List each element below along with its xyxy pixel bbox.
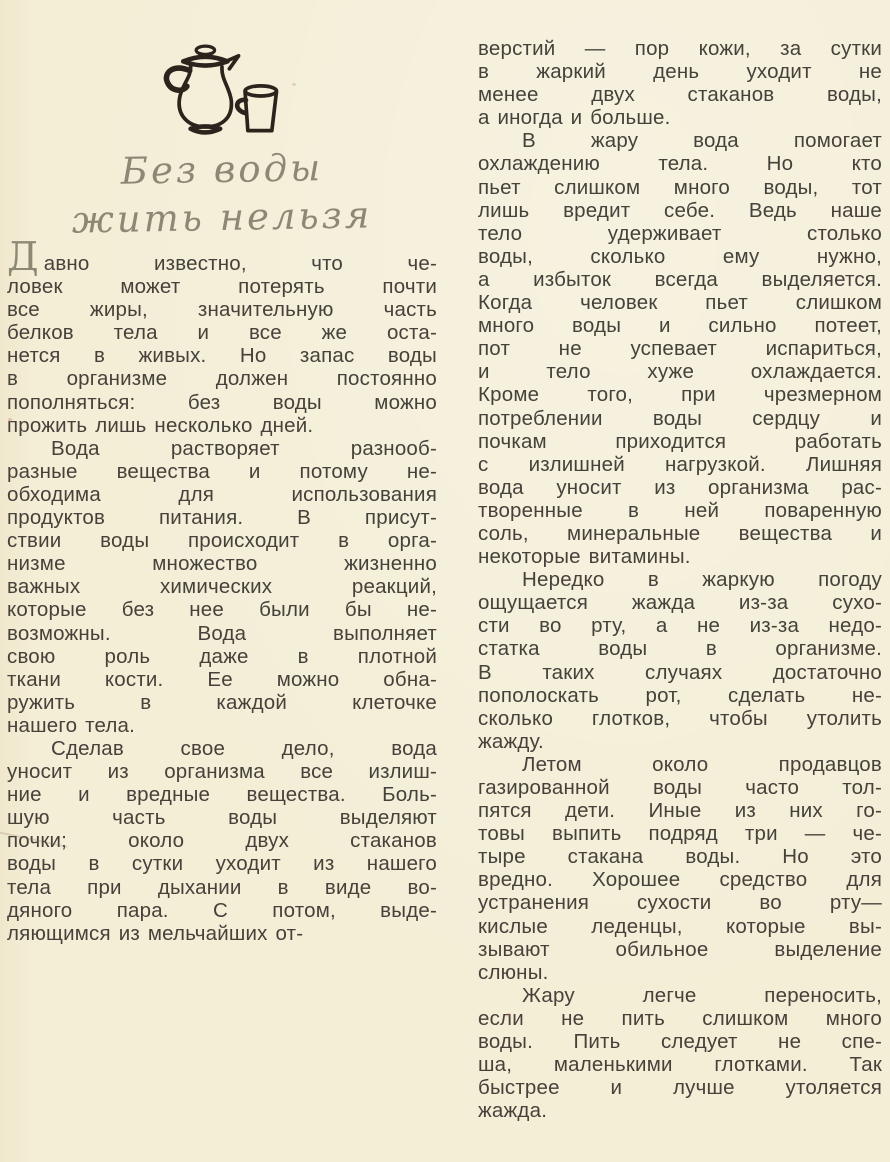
text-line: много воды и сильно потеет, [478,314,882,338]
paragraph [478,568,882,753]
text-line: важных химических реакций, [7,575,437,599]
right-column [478,37,882,1122]
text-line: жажду. [478,729,544,753]
text-line: Летом около продавцов [522,752,882,776]
text-line: с излишней нагрузкой. Лишняя [478,452,882,476]
text-line: Нередко в жаркую погоду [522,568,882,592]
paragraph [478,753,882,984]
text-line: продуктов питания. В присут- [7,506,437,530]
text-line: пополоскать рот, сделать не- [478,683,882,707]
pot-base-icon [191,126,221,132]
text-line: ние и вредные вещества. Боль- [7,783,437,807]
text-line: охлаждению тела. Но кто [478,152,882,176]
pot-body-icon [179,66,231,127]
text-line: Давно известно, что че- [7,235,437,280]
text-line: жажда. [478,1099,548,1123]
text-line: Когда человек пьет слишком [478,291,882,315]
text-line: разные вещества и потому не- [7,459,437,483]
paragraph [478,984,882,1123]
text-line: почки; около двух стаканов [7,829,437,853]
text-line: кислые леденцы, которые вы- [478,914,882,938]
title-line-1: Без воды [120,146,324,193]
text-line: слюны. [478,960,549,984]
text-line: а избыток всегда выделяется. [478,267,882,291]
text-line: быстрее и лучше утоляется [478,1076,882,1100]
text-line: вода уносит из организма рас- [478,475,882,499]
text-line: газированной воды часто тол- [478,776,882,799]
text-line: в жаркий день уходит не [478,60,882,84]
mug-rim-icon [245,86,276,96]
text-line: все жиры, значительную часть [7,298,437,322]
text-line: возможны. Вода выполняет [7,621,437,645]
handwritten-title [7,146,437,242]
text-line: воды, сколько ему нужно, [478,244,882,268]
text-line: некоторые витамины. [478,545,691,569]
text-line: соль, минеральные вещества и [478,521,882,545]
text-line: уносит из организма все излиш- [7,760,437,784]
pot-spout-icon [226,56,239,69]
text-line: пополняться: без воды можно [7,390,437,414]
text-line: дяного пара. С потом, выде- [7,898,437,922]
text-line: низме множество жизненно [7,552,437,576]
text-line: белков тела и все же оста- [7,321,437,345]
text-line: менее двух стаканов воды, [478,83,882,107]
text-line: лишь вредит себе. Ведь наше [478,198,882,222]
text-line: сти во рту, а не из-за недо- [478,614,882,638]
text-line: статка воды в организме. [478,637,882,661]
paper-speck [8,418,12,422]
text-line: и тело хуже охлаждается. [478,360,882,384]
text-line: ловек может потерять почти [7,275,437,299]
text-line: которые без нее были бы не- [7,598,437,622]
text-line: тела при дыхании в виде во- [7,875,437,899]
text-line: Кроме того, при чрезмерном [478,383,882,407]
text-line: ружить в каждой клеточке [7,690,437,714]
text-line: пьет слишком много воды, тот [478,175,882,199]
paragraph [7,235,437,437]
drop-cap-letter: Д [7,235,39,280]
text-line: свою роль даже в плотной [7,644,437,668]
text-line: в организме должен постоянно [7,367,437,391]
pot-knob-icon [196,46,214,54]
text-line: Жару легче переносить, [522,983,882,1007]
text-line: тело удерживает столько [478,221,882,245]
teapot-and-mug-illustration [142,42,302,138]
left-column-text [7,235,437,945]
text-line: ляющимся из мельчайших от- [7,921,304,945]
text-line: если не пить слишком много [478,1006,882,1030]
right-column-text [478,37,882,1122]
text-line: воды. Пить следует не спе- [478,1030,882,1054]
text-line: обходима для использования [7,482,437,506]
text-line: потреблении воды сердцу и [478,406,882,430]
paragraph [478,129,882,568]
paragraph [7,437,437,737]
text-line: ткани кости. Ее можно обна- [7,667,437,691]
text-line: почкам приходится работать [478,429,882,453]
text-line: пот не успевает испариться, [478,337,882,361]
text-line: верстий — пор кожи, за сутки [478,37,882,60]
paper-speck [506,1013,511,1017]
text-line: В жару вода помогает [522,129,882,153]
text-line: пятся дети. Иные из них го- [478,799,882,823]
text-line: творенные в ней поваренную [478,498,882,522]
text-line: нется в живых. Но запас воды [7,344,437,368]
text-line: прожить лишь несколько дней. [7,413,314,437]
text-line: тыре стакана воды. Но это [478,845,882,869]
text-line: устранения сухости во рту— [478,891,882,915]
paper-speck [292,83,296,86]
pot-lid-icon [183,57,227,66]
text-line: Вода растворяет разнооб- [51,436,437,460]
text-line: вредно. Хорошее средство для [478,868,882,892]
left-column [7,0,437,945]
text-line: ощущается жажда из-за сухо- [478,591,882,615]
text-line: ша, маленькими глотками. Так [478,1053,882,1077]
text-line: В таких случаях достаточно [478,660,882,684]
paragraph [7,737,437,945]
paragraph [478,37,882,129]
text-line: шую часть воды выделяют [7,806,437,830]
text-line: воды в сутки уходит из нашего [7,852,437,876]
text-line: а иногда и больше. [478,106,671,130]
title-line-2: жить нельзя [71,193,373,242]
text-line: сколько глотков, чтобы утолить [478,706,882,730]
text-line: зывают обильное выделение [478,937,882,961]
text-line: ствии воды происходит в орга- [7,529,437,553]
text-line: товы выпить подряд три — че- [478,822,882,846]
illustration-container [142,42,302,138]
text-line: Сделав свое дело, вода [51,736,437,760]
text-line: нашего тела. [7,713,136,737]
